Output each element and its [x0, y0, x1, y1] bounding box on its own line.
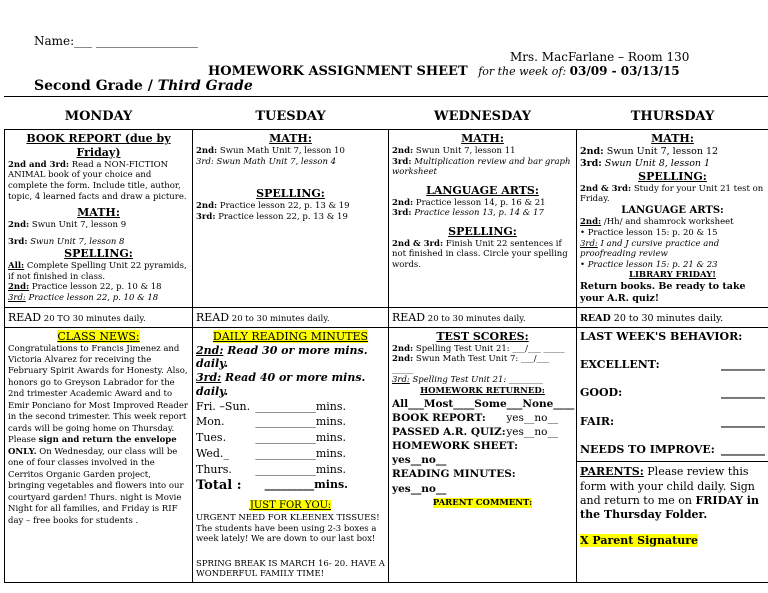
thursday-cell: [577, 130, 768, 308]
assignment-text: Swun Unit 7, lesson 8: [30, 236, 125, 247]
reading-minutes-title: [196, 330, 385, 344]
assignment-text: Swun Unit 7, lesson 12: [606, 146, 719, 157]
test-score-text: Spelling Test Unit 21: ___/___ _____: [415, 343, 565, 354]
grade-label: 2nd:: [580, 146, 604, 157]
monday-book-report-title: BOOK REPORT (due by Friday): [26, 132, 171, 159]
news-text: On Wednesday, our class will be one of four classes involved in the Cerritos Organic Garden project, bringing vegetables and flowers into our courtyard garden! Thurs. night is Movie Night for all families, and Friday is RIF day – free books for students .: [8, 446, 184, 526]
grade-label: 2nd:: [580, 217, 602, 228]
tuesday-math-title: MATH:: [269, 132, 312, 146]
reading-log-minutes[interactable]: ___________mins.: [255, 447, 346, 461]
reading-total: [196, 478, 348, 494]
grade-label: 3rd:: [392, 208, 412, 219]
week-label: [478, 65, 679, 78]
grade-label: 3rd:: [580, 238, 598, 249]
reading-goal-text: Read 30 or more mins. daily.: [196, 343, 368, 371]
reading-minutes-cell: [193, 327, 389, 582]
tuesday-spelling-title: SPELLING:: [256, 187, 325, 201]
behavior-needs-improve: [580, 443, 765, 457]
behavior-blank: ________: [721, 414, 765, 428]
tuesday-cell: [193, 130, 389, 308]
assignment-text: Practice lesson 14, p. 16 & 21: [415, 197, 546, 208]
grade-label: All:: [8, 261, 25, 271]
behavior-title: LAST WEEK'S BEHAVIOR:: [580, 329, 743, 343]
grade-label: 2nd:: [392, 146, 414, 156]
wednesday-language-3rd: [392, 208, 573, 219]
grade-label: 2nd:: [196, 201, 218, 211]
monday-read: [5, 307, 193, 327]
news-text: Congratulations to Francis Jimenez and Victoria Alvarez for receiving the February Spirit Awards for Honesty. Also, honors go to Greyson Labrador for the 2nd trimester Academic Award and to Emir Ponciano for Most Improved Reader in the second trimester. This week report cards will be going home on Thursday. Please: [8, 343, 188, 446]
behavior-excellent: [580, 358, 765, 372]
read-label: READ: [196, 311, 230, 324]
tuesday-math-2nd: [196, 146, 385, 157]
assignment-text: Swun Math Unit 7, lesson 10: [219, 146, 345, 156]
behavior-cell: [577, 327, 768, 582]
week-label-text: for the week of:: [478, 65, 567, 78]
behavior-good: [580, 386, 765, 400]
status-value: yes__no__: [506, 425, 558, 438]
reading-log-day: Thurs.: [196, 463, 232, 477]
reading-goal-2nd: [196, 344, 385, 372]
reading-goal-text: Read 40 or more mins. daily.: [196, 371, 366, 398]
assignment-text: Practice lesson 22, p. 10 & 18: [31, 282, 162, 293]
test-score-1: [392, 344, 573, 355]
read-text: 20 to 30 minutes daily.: [231, 314, 330, 324]
day-header-tuesday: TUESDAY: [193, 106, 389, 130]
reading-log-row[interactable]: [196, 414, 346, 430]
behavior-blank: ________: [721, 386, 765, 400]
day-header-wednesday: WEDNESDAY: [389, 106, 577, 130]
total-value: _________mins.: [264, 478, 348, 492]
reading-log-row[interactable]: [196, 462, 346, 478]
status-value: yes__no__: [506, 411, 558, 424]
behavior-label: GOOD:: [580, 386, 623, 400]
tuesday-read: [193, 307, 389, 327]
grade-label: 2nd & 3rd:: [392, 238, 444, 249]
day-header-thursday: THURSDAY: [577, 106, 768, 130]
assignment-grid: [4, 106, 768, 583]
thursday-language-2nd-b: • Practice lesson 15: p. 20 & 15: [580, 227, 718, 238]
week-dates: 03/09 - 03/13/15: [569, 64, 680, 78]
test-score-2: [392, 354, 573, 375]
total-label: Total :: [196, 478, 242, 494]
parents-label: PARENTS:: [580, 465, 644, 479]
tuesday-spelling-2nd: [196, 201, 385, 212]
reading-log-day: Tues.: [196, 431, 227, 445]
grade-label: 3rd:: [392, 156, 412, 167]
spring-break-text: SPRING BREAK IS MARCH 16- 20. HAVE A WONDERFUL FAMILY TIME!: [196, 558, 385, 580]
wednesday-read: [389, 307, 577, 327]
assignment-text: Finish Unit 22 sentences if not finished in class. Circle your spelling words.: [392, 238, 568, 270]
read-text: 20 to 30 minutes daily.: [427, 314, 526, 324]
parents-text-bold: FRIDAY in the Thursday Folder.: [580, 493, 759, 522]
read-text: 20 to 30 minutes daily.: [613, 313, 724, 325]
grade-label: 3rd:: [196, 211, 216, 222]
test-scores-title: TEST SCORES:: [436, 329, 529, 343]
grade-label: 2nd:: [196, 343, 224, 357]
parent-signature-line[interactable]: [580, 534, 765, 548]
wednesday-language-title: LANGUAGE ARTS:: [426, 183, 539, 197]
name-field-label: Name:___ _________________: [34, 34, 198, 48]
grade-label: 3rd:: [580, 157, 602, 169]
reading-log-row[interactable]: [196, 399, 346, 415]
reading-log-row[interactable]: [196, 446, 346, 462]
assignment-text: Practice lesson 22, p. 13 & 19: [219, 201, 350, 211]
monday-spelling-3rd: [8, 293, 189, 304]
homework-sheet-status: HOMEWORK SHEET: yes__no__: [392, 440, 518, 467]
parent-comment-label: PARENT COMMENT:: [432, 497, 533, 508]
assignment-text: Complete Spelling Unit 22 pyramids, if not finished in class.: [8, 261, 187, 282]
status-label: BOOK REPORT:: [392, 411, 486, 424]
wednesday-language-2nd: [392, 198, 573, 209]
grade-label: 2nd:: [8, 282, 30, 293]
grade-third: Third Grade: [157, 78, 253, 94]
thursday-math-3rd: [580, 158, 765, 170]
monday-math-3rd: [8, 237, 189, 248]
read-text: 20 TO 30 minutes daily.: [43, 314, 146, 324]
monday-spelling-all: [8, 261, 189, 282]
read-label: READ: [392, 311, 426, 324]
class-news-body: [8, 344, 189, 528]
test-score-text: Spelling Test Unit 21: ________: [412, 375, 543, 386]
parents-text: Please review this form with your child daily. Sign and return to me on: [580, 465, 755, 507]
grade-label: 3rd:: [392, 375, 410, 386]
tuesday-math-3rd: [196, 157, 385, 168]
thursday-language-3rd-b: • Practice lesson 15: p. 21 & 23: [580, 259, 718, 270]
wednesday-math-2nd: [392, 146, 573, 157]
assignment-text: Study for your Unit 21 test on Friday.: [580, 183, 764, 205]
reading-log-day: Mon.: [196, 415, 225, 429]
status-label: PASSED A.R. QUIZ:: [392, 425, 506, 438]
just-for-you-text: URGENT NEED FOR KLEENEX TISSUES! The students have been using 2-3 boxes a week lately! We are down to our last box!: [196, 512, 380, 545]
test-score-3: [392, 375, 573, 386]
thursday-language-2nd: [580, 217, 765, 228]
assignment-text: Swun Unit 7, lesson 9: [31, 220, 127, 230]
class-news-title-text: CLASS NEWS:: [57, 329, 140, 343]
class-news-cell: [5, 327, 193, 582]
thursday-spelling-title: SPELLING:: [638, 169, 707, 183]
thursday-read: [577, 307, 768, 327]
teacher-room: Mrs. MacFarlane – Room 130: [510, 50, 690, 64]
reading-log-minutes[interactable]: ___________mins.: [255, 415, 346, 429]
behavior-blank: ________: [721, 358, 765, 372]
book-report-status: [392, 411, 558, 425]
grade-label: 3rd:: [8, 236, 28, 247]
monday-cell: [5, 130, 193, 308]
assignment-text: Swun Unit 7, lesson 11: [415, 146, 516, 156]
assignment-text: Swun Unit 8, lesson 1: [604, 157, 711, 169]
tuesday-spelling-3rd: [196, 212, 385, 223]
test-scores-cell: [389, 327, 577, 582]
homework-returned-options: All___Most____Some___None____: [392, 397, 575, 410]
grade-label: 2nd and 3rd:: [8, 159, 70, 170]
reading-log: [196, 399, 385, 479]
monday-spelling-2nd: [8, 282, 189, 293]
monday-book-report: [8, 160, 189, 203]
sheet-title: [208, 64, 680, 79]
assignment-text: I and J cursive practice and proofreading review: [580, 238, 720, 260]
sheet-title-text: HOMEWORK ASSIGNMENT SHEET: [208, 64, 468, 79]
grade-second: Second Grade /: [34, 78, 158, 94]
wednesday-math-3rd: [392, 157, 573, 178]
reading-minutes-title-text: DAILY READING MINUTES: [212, 329, 369, 343]
class-news-title: [8, 330, 189, 344]
assignment-text: /Hh/ and shamrock worksheet: [603, 217, 734, 228]
just-for-you-title: [196, 500, 385, 513]
header-divider: [4, 96, 768, 97]
reading-log-row[interactable]: [196, 430, 346, 446]
grade-label: 2nd & 3rd:: [580, 183, 632, 194]
parent-comment-title: [392, 498, 573, 509]
parent-signature-label: X Parent Signature: [580, 534, 698, 548]
thursday-math-2nd: [580, 146, 765, 158]
parents-note: [577, 461, 768, 522]
wednesday-spelling: [392, 239, 573, 271]
ar-quiz-status: [392, 425, 558, 439]
grade-label: 3rd:: [196, 156, 214, 167]
grade-label: 2nd:: [392, 343, 414, 354]
assignment-text: Practice lesson 13, p. 14 & 17: [414, 208, 544, 219]
thursday-library-text: Return books. Be ready to take your A.R. quiz!: [580, 281, 746, 304]
wednesday-cell: [389, 130, 577, 308]
thursday-math-title: MATH:: [651, 132, 694, 146]
grade-label: 2nd:: [392, 354, 414, 365]
grade-label: 2nd:: [8, 220, 30, 230]
homework-returned-title: HOMEWORK RETURNED:: [420, 386, 545, 396]
behavior-fair: [580, 415, 765, 429]
behavior-label: NEEDS TO IMPROVE:: [580, 442, 715, 456]
day-header-monday: MONDAY: [5, 106, 193, 130]
assignment-text: Multiplication review and bar graph worksheet: [392, 156, 571, 178]
reading-log-minutes[interactable]: ___________mins.: [255, 431, 346, 445]
reading-goal-3rd: [196, 371, 385, 399]
monday-spelling-title: SPELLING:: [64, 247, 133, 261]
reading-log-day: Wed._: [196, 447, 229, 461]
grade-label: 2nd:: [196, 146, 218, 156]
grade-label: 3rd:: [8, 292, 26, 303]
read-label: READ: [580, 313, 611, 325]
reading-log-day: Fri. –Sun.: [196, 399, 251, 413]
wednesday-math-title: MATH:: [461, 132, 504, 146]
monday-math-2nd: [8, 220, 189, 231]
behavior-blank: ________: [721, 442, 765, 456]
assignment-text: Practice lesson 22, p. 10 & 18: [28, 292, 159, 303]
just-for-you-title-text: JUST FOR YOU:: [249, 500, 332, 512]
grade-label: 2nd:: [392, 197, 414, 208]
thursday-language-title: LANGUAGE ARTS:: [621, 204, 724, 216]
behavior-label: EXCELLENT:: [580, 358, 660, 372]
book-report-text: Read a NON-FICTION ANIMAL book of your choice and complete the form. Include title, author, topic, 4 learned facts and draw a picture.: [8, 159, 187, 202]
wednesday-spelling-title: SPELLING:: [448, 224, 517, 238]
assignment-text: Swun Math Unit 7, lesson 4: [216, 156, 337, 167]
thursday-spelling: [580, 184, 765, 205]
thursday-language-3rd: [580, 239, 765, 260]
reading-log-minutes[interactable]: ___________mins.: [255, 399, 346, 413]
reading-minutes-status: READING MINUTES: yes__no__: [392, 468, 516, 495]
assignment-text: Practice lesson 22, p. 13 & 19: [218, 211, 348, 222]
monday-math-title: MATH:: [77, 206, 120, 220]
read-label: READ: [8, 311, 42, 324]
behavior-label: FAIR:: [580, 414, 615, 428]
thursday-library-title: LIBRARY FRIDAY!: [628, 270, 717, 281]
grade-label: 3rd:: [196, 371, 222, 384]
reading-log-minutes[interactable]: ___________mins.: [255, 463, 346, 477]
news-text-bold: sign and return the envelope ONLY.: [8, 435, 177, 457]
test-score-text: Swun Math Test Unit 7: ___/___ _____: [392, 354, 550, 375]
grade-level: [34, 78, 253, 94]
